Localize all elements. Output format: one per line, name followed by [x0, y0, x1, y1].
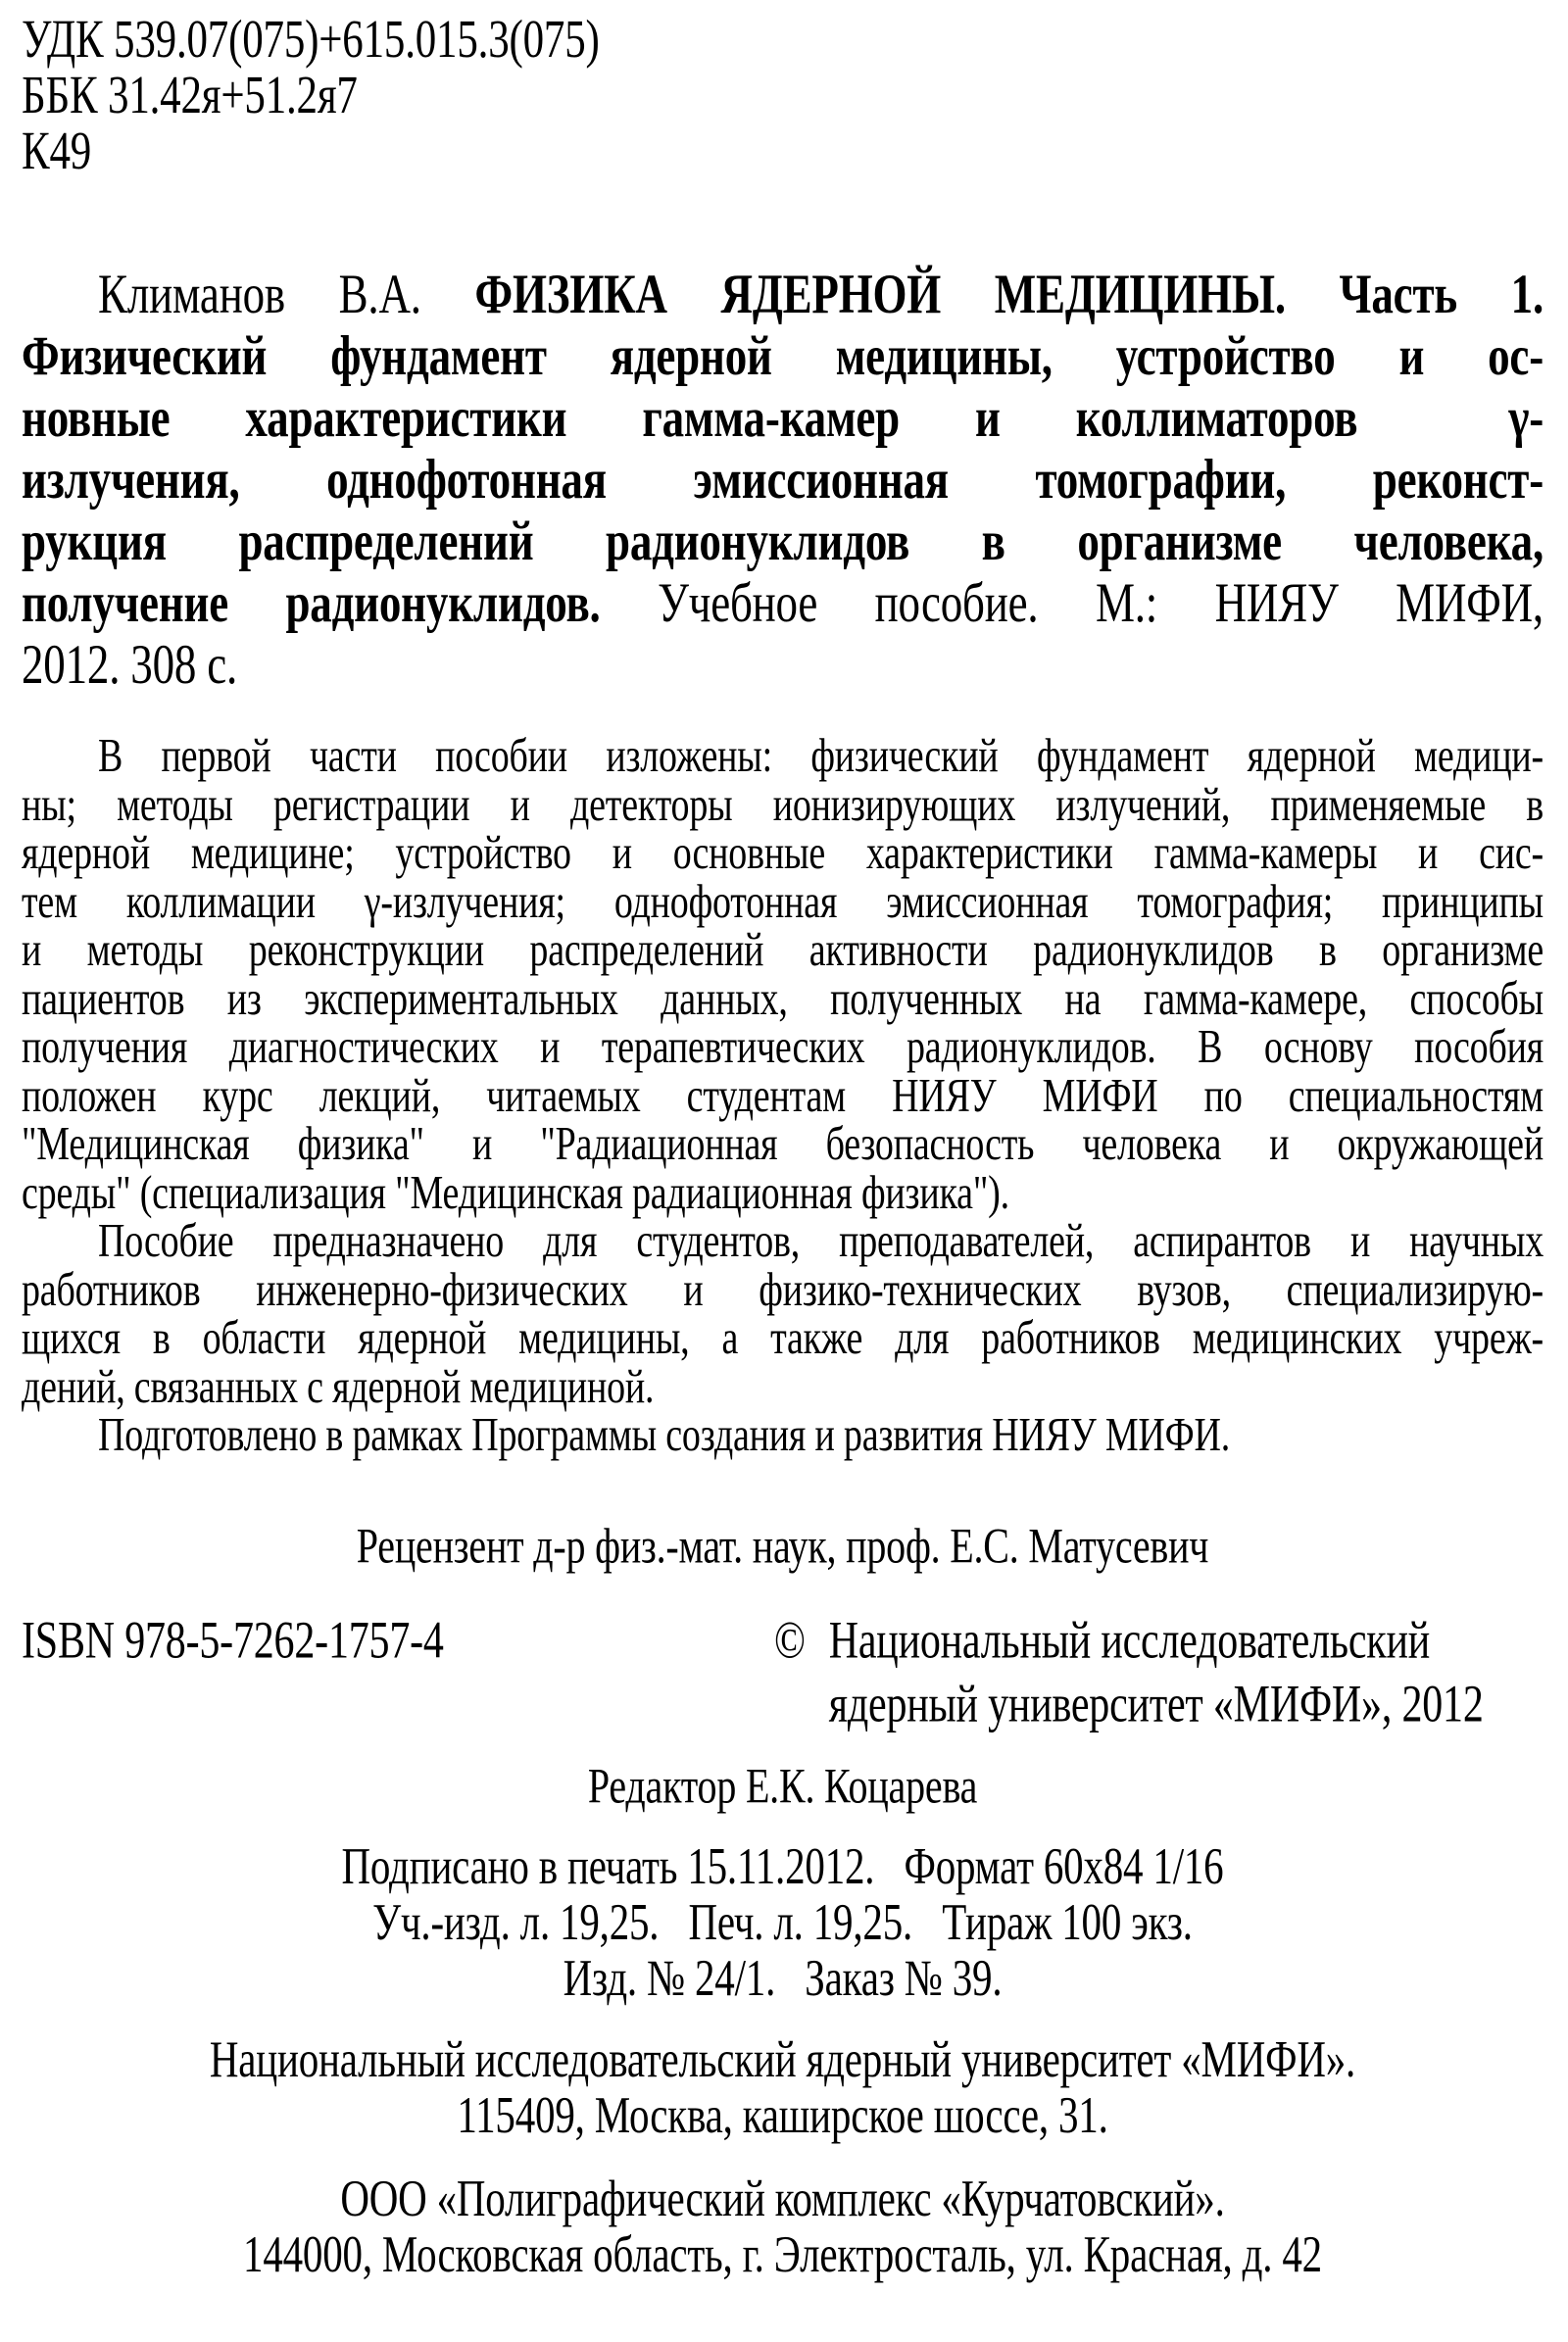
- text-segment: Национальный исследовательский ядерный университет «МИФИ».: [209, 2028, 1356, 2087]
- text-segment: тем коллимации γ-излучения; однофотонная эмиссионная томография; принципы: [22, 875, 1544, 929]
- text-segment: дений, связанных с ядерной медициной.: [22, 1360, 655, 1414]
- reviewer-section: [22, 1517, 1544, 1574]
- text-segment: ООО «Полиграфический комплекс «Курчатовский».: [340, 2168, 1225, 2226]
- text-segment: Климанов В.А.: [98, 262, 475, 325]
- bold-text-segment: получение радионуклидов.: [22, 570, 659, 634]
- annotation: [22, 729, 1544, 1462]
- classification-codes: [22, 12, 1544, 179]
- text-segment: 144000, Московская область, г. Электросталь, ул. Красная, д. 42: [243, 2223, 1322, 2282]
- text-line: [22, 2079, 1544, 2151]
- text-segment: работников инженерно-физических и физико-технических вузов, специализирую-: [22, 1263, 1544, 1317]
- text-segment: 2012. 308 с.: [22, 632, 238, 696]
- text-segment: 115409, Москва, каширское шоссе, 31.: [457, 2084, 1108, 2143]
- text-segment: Национальный исследовательский: [828, 1611, 1431, 1670]
- editor-section: [22, 1757, 1544, 1814]
- copyright-symbol: ©: [774, 1611, 806, 1670]
- print-run-details: [22, 1835, 1544, 2006]
- text-segment: ядерный университет «МИФИ», 2012: [828, 1675, 1484, 1733]
- text-segment: Пособие предназначено для студентов, преподавателей, аспирантов и научных: [98, 1214, 1544, 1268]
- copyright-holder: [829, 1610, 1484, 1737]
- text-segment: ядерной медицине; устройство и основные характеристики гамма-камеры и сис-: [22, 826, 1544, 880]
- text-segment: среды" (специализация "Медицинская радиационная физика").: [22, 1166, 1009, 1220]
- isbn-number: ISBN 978-5-7262-1757-4: [22, 1611, 444, 1670]
- reviewer-line: Рецензент д-р физ.-мат. наук, проф. Е.С. Матусевич: [356, 1517, 1209, 1574]
- text-segment: щихся в области ядерной медицины, а также для работников медицинских учреж-: [22, 1311, 1544, 1365]
- text-segment: получения диагностических и терапевтических радионуклидов. В основу пособия: [22, 1020, 1544, 1074]
- text-segment: ББК 31.42я+51.2я7: [22, 66, 358, 125]
- printing-house-address: [22, 2168, 1544, 2282]
- bold-text-segment: ФИЗИКА ЯДЕРНОЙ МЕДИЦИНЫ. Часть 1.: [474, 262, 1544, 325]
- text-segment: пациентов из экспериментальных данных, полученных на гамма-камере, способы: [22, 972, 1544, 1026]
- text-segment: и методы реконструкции распределений активности радионуклидов в организме: [22, 923, 1544, 977]
- text-line: [829, 1664, 1484, 1745]
- text-segment: К49: [22, 122, 92, 181]
- editor-line: Редактор Е.К. Коцарева: [587, 1757, 978, 1814]
- bold-text-segment: Физический фундамент ядерной медицины, устройство и ос-: [22, 323, 1544, 387]
- bibliographic-description: [22, 264, 1544, 696]
- text-segment: Подписано в печать 15.11.2012. Формат 60х84 1/16: [341, 1835, 1224, 1894]
- text-segment: Изд. № 24/1. Заказ № 39.: [563, 1947, 1003, 2006]
- text-line: [22, 116, 1544, 187]
- text-line: [22, 1942, 1544, 2014]
- text-segment: "Медицинская физика" и "Радиационная безопасность человека и окружающей: [22, 1117, 1544, 1171]
- text-segment: Подготовлено в рамках Программы создания и развития НИЯУ МИФИ.: [98, 1408, 1231, 1462]
- text-line: [22, 2219, 1544, 2290]
- text-segment: В первой части пособии изложены: физический фундамент ядерной медици-: [98, 729, 1544, 783]
- bold-text-segment: излучения, однофотонная эмиссионная томографии, реконст-: [22, 447, 1544, 511]
- text-line: [22, 625, 1544, 705]
- text-segment: ны; методы регистрации и детекторы ионизирующих излучений, применяемые в: [22, 778, 1544, 832]
- text-segment: УДК 539.07(075)+615.015.3(075): [22, 10, 600, 70]
- bold-text-segment: рукция распределений радионуклидов в организме человека,: [22, 509, 1544, 572]
- text-segment: положен курс лекций, читаемых студентам НИЯУ МИФИ по специальностям: [22, 1069, 1544, 1123]
- text-line: [22, 1405, 1544, 1467]
- text-segment: Уч.-изд. л. 19,25. Печ. л. 19,25. Тираж 100 экз.: [372, 1891, 1193, 1950]
- isbn-copyright-row: [22, 1610, 1544, 1737]
- publisher-address: [22, 2028, 1544, 2143]
- bold-text-segment: новные характеристики гамма-камер и коллиматоров γ-: [22, 385, 1544, 449]
- text-segment: Учебное пособие. М.: НИЯУ МИФИ,: [658, 570, 1544, 634]
